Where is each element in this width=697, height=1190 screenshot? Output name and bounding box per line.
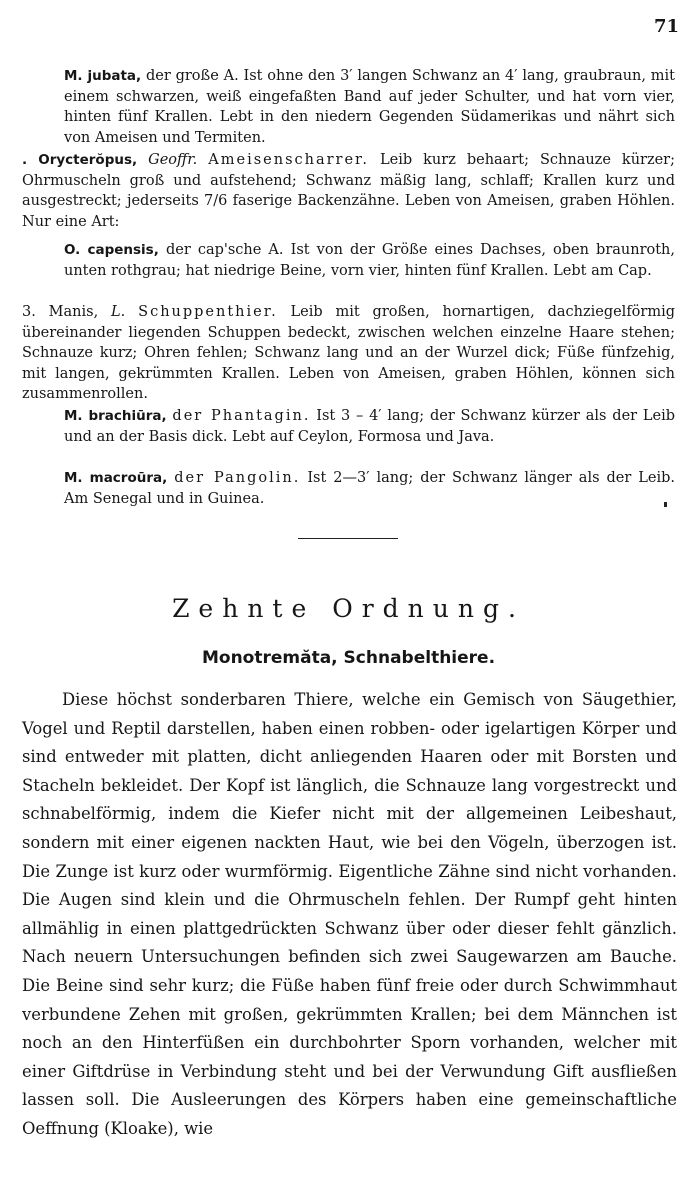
genus-text: Leib mit großen, hornartigen, dachziegelförmig übereinander liegenden Schuppen bedeckt, zwischen welchen einzelne Haare stehen; Schnauze kurz; Ohren fehlen; Schwanz lang und an der Wurzel dick; Füße fünfzehig, mit langen, gekrümmten Krallen. Leben von Ameisen, graben Höhlen, können sich zusammenrollen. (22, 304, 676, 402)
entry-orycteropus (0, 150, 697, 232)
genus-name: 3. Manis, (22, 304, 99, 320)
entry-capensis (0, 240, 697, 281)
entry-brachiura (0, 406, 697, 447)
species-common-name: der Pangolin. (174, 470, 301, 486)
species-text: der cap'sche A. Ist von der Größe eines Dachses, oben braunroth, unten rothgrau; hat niedrige Beine, vorn vier, hinten fünf Krallen. Lebt am Cap. (64, 242, 676, 279)
species-common-name: der Phantagin. (172, 408, 311, 424)
species-text: Ist 3 – 4′ lang; der Schwanz kürzer als der Leib und an der Basis dick. Lebt auf Ceylon, Formosa und Java. (64, 408, 675, 445)
ink-mark (664, 502, 667, 507)
species-text: der große A. Ist ohne den 3′ langen Schwanz an 4′ lang, graubraun, mit einem schwarzen, weiß eingefaßten Band auf jeder Schulter, und hat vorn vier, hinten fünf Krallen. Lebt in den niedern Gegenden Südamerikas und nährt sich von Ameisen und Termiten. (64, 68, 676, 146)
species-name: M. brachiūra, (64, 408, 167, 424)
species-name: O. capensis, (64, 242, 159, 258)
section-divider (298, 538, 398, 539)
entry-macroura (0, 468, 697, 509)
order-subtitle: Monotremăta, Schnabelthiere. (201, 648, 496, 668)
genus-common-name: Ameisenscharrer. (208, 152, 370, 168)
order-title: Zehnte Ordnung. (172, 594, 525, 623)
genus-text: Leib kurz behaart; Schnauze kürzer; Ohrmuscheln groß und aufstehend; Schwanz mäßig lang, schlaff; Krallen kurz und ausgestreckt; jederseits 7/6 faserige Backenzähne. Leben von Ameisen, graben Höhlen. Nur eine Art: (22, 152, 675, 230)
entry-manis (0, 302, 697, 405)
entry-jubata (0, 66, 697, 148)
species-name: M. jubata, (64, 68, 142, 84)
body-paragraph: Diese höchst sonderbaren Thiere, welche ein Gemisch von Säugethier, Vogel und Reptil darstellen, haben einen robben- oder igelartigen Körper und sind entweder mit platten, dicht anliegenden Haaren oder mit Borsten und Stacheln bekleidet. Der Kopf ist länglich, die Schnauze lang vorgestreckt und schnabelförmig, indem die Kiefer nicht mit der allgemeinen Leibeshaut, sondern mit einer eigenen nackten Haut, wie bei den Vögeln, überzogen ist. Die Zunge ist kurz oder wurmförmig. Eigentliche Zähne sind nicht vorhanden. Die Augen sind klein und die Ohrmuscheln fehlen. Der Rumpf geht hinten allmählig in einen plattgedrückten Schwanz über oder dieser fehlt gänzlich. Nach neuern Untersuchungen befinden sich zwei Saugewarzen am Bauche. Die Beine sind sehr kurz; die Füße haben fünf freie oder durch Schwimmhaut verbundene Zehen mit großen, gekrümmten Krallen; bei dem Männchen ist noch an den Hinterfüßen ein durchbohrter Sporn vorhanden, welcher mit einer Giftdrüse in Verbindung steht und bei der Verwundung Gift ausfließen lassen soll. Die Ausleerungen des Körpers haben eine gemeinschaftliche Oeffnung (Kloake), wie (22, 690, 677, 1138)
species-name: M. macroūra, (64, 470, 168, 486)
genus-author: Geoffr. (148, 152, 198, 168)
page-number: 71 (653, 16, 679, 37)
genus-common-name: Schuppenthier. (138, 304, 278, 320)
species-text: Ist 2—3′ lang; der Schwanz länger als der Leib. Am Senegal und in Guinea. (64, 470, 676, 507)
genus-author: L. (111, 304, 126, 320)
genus-name: . Orycterŏpus, (22, 152, 138, 168)
